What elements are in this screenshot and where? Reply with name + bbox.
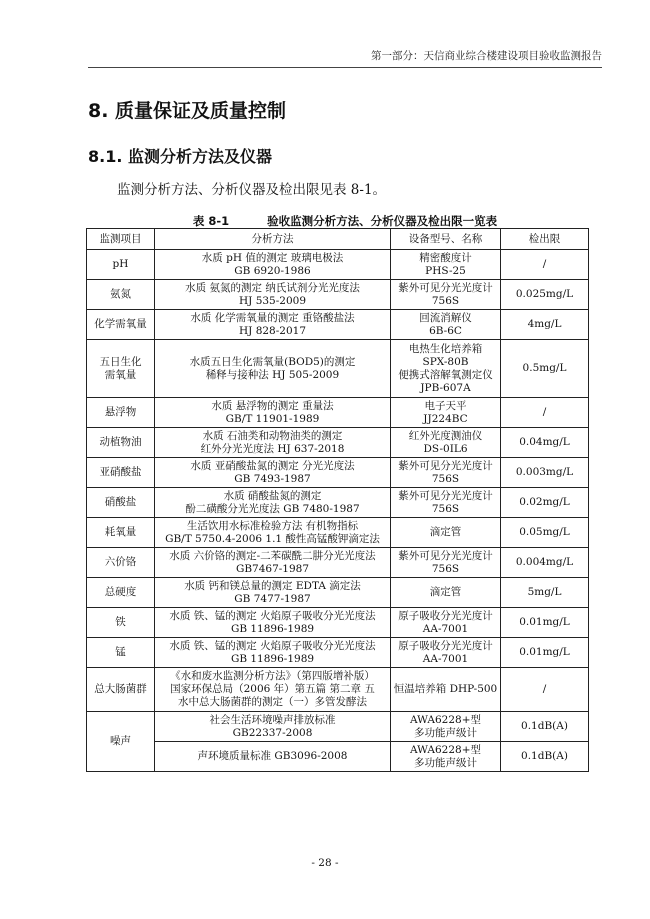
equipment-cell <box>391 280 501 310</box>
item-cell-line: pH <box>112 258 129 270</box>
item-cell <box>87 428 155 458</box>
table-row <box>87 608 589 638</box>
item-cell <box>87 668 155 712</box>
method-cell-line: GB7467-1987 <box>235 562 310 575</box>
method-cell-line: 水质 pH 值的测定 玻璃电极法 <box>201 251 344 264</box>
equipment-cell <box>391 668 501 712</box>
equipment-cell-line: 756S <box>431 294 460 307</box>
item-cell-line: 悬浮物 <box>104 406 137 418</box>
item-cell <box>87 638 155 668</box>
equipment-cell-line: AWA6228+型 <box>409 713 482 726</box>
equipment-cell-line: 多功能声级计 <box>414 726 477 739</box>
equipment-cell-line: 电热生化培养箱 <box>408 342 483 355</box>
equipment-cell-line: PHS-25 <box>425 264 466 277</box>
method-cell <box>155 608 391 638</box>
table-row <box>87 280 589 310</box>
method-cell-line: 国家环保总局（2006 年）第五篇 第二章 五 <box>170 683 375 695</box>
method-cell <box>155 548 391 578</box>
equipment-cell <box>391 578 501 608</box>
equipment-cell-line: 紫外可见分光光度计 <box>398 459 493 472</box>
limit-cell: 0.04mg/L <box>501 428 589 458</box>
method-cell-line: HJ 535-2009 <box>238 294 306 307</box>
table-caption-number: 表 8-1 <box>192 214 230 228</box>
method-cell <box>155 458 391 488</box>
method-cell-line: GB 11896-1989 <box>230 652 315 665</box>
item-cell-line: 氨氮 <box>110 288 131 300</box>
item-cell <box>87 310 155 340</box>
method-cell-line: HJ 828-2017 <box>238 324 306 337</box>
limit-cell: 0.05mg/L <box>501 518 589 548</box>
method-cell <box>155 398 391 428</box>
item-cell <box>87 578 155 608</box>
method-cell-line: 水质 钙和镁总量的测定 EDTA 滴定法 <box>184 579 361 592</box>
limit-cell: 0.01mg/L <box>501 608 589 638</box>
equipment-cell-line: 多功能声级计 <box>414 756 477 769</box>
equipment-cell <box>391 742 501 772</box>
limit-cell: 0.01mg/L <box>501 638 589 668</box>
item-cell <box>87 712 155 772</box>
equipment-cell <box>391 458 501 488</box>
equipment-cell <box>391 488 501 518</box>
limit-cell: 0.1dB(A) <box>501 742 589 772</box>
table-row <box>87 340 589 398</box>
page-number: - 28 - <box>311 857 339 869</box>
table-row <box>87 668 589 712</box>
method-cell-line: GB/T 11901-1989 <box>225 412 320 425</box>
method-cell-line: 水质 化学需氧量的测定 重铬酸盐法 <box>190 311 355 324</box>
column-header: 检出限 <box>501 229 589 250</box>
method-cell-line: GB 7493-1987 <box>234 472 311 485</box>
method-cell-line: 水质 亚硝酸盐氮的测定 分光光度法 <box>190 459 355 472</box>
method-cell <box>155 428 391 458</box>
method-cell-line: GB22337-2008 <box>232 726 313 739</box>
equipment-cell-line: 紫外可见分光光度计 <box>398 281 493 294</box>
equipment-cell-line: 紫外可见分光光度计 <box>398 549 493 562</box>
method-cell <box>155 518 391 548</box>
equipment-cell-line: AWA6228+型 <box>409 743 482 756</box>
method-cell-line: 红外分光光度法 HJ 637-2018 <box>200 442 345 455</box>
limit-cell: 0.5mg/L <box>501 340 589 398</box>
limit-cell: 0.003mg/L <box>501 458 589 488</box>
equipment-cell-line: 756S <box>431 562 460 575</box>
equipment-cell <box>391 638 501 668</box>
column-header: 监测项目 <box>87 229 155 250</box>
method-cell-line: 生活饮用水标准检验方法 有机物指标 <box>186 519 359 532</box>
limit-cell: / <box>501 668 589 712</box>
item-cell <box>87 398 155 428</box>
item-cell-line: 耗氧量 <box>104 526 137 538</box>
equipment-cell-line: 电子天平 <box>424 399 467 412</box>
equipment-cell <box>391 310 501 340</box>
equipment-cell-line: JPB-607A <box>420 381 471 394</box>
equipment-cell <box>391 712 501 742</box>
item-cell <box>87 280 155 310</box>
method-cell-line: 酚二磺酸分光光度法 GB 7480-1987 <box>185 502 360 515</box>
item-cell-line: 总大肠菌群 <box>94 683 147 695</box>
item-cell-line: 亚硝酸盐 <box>99 466 142 478</box>
equipment-cell-line: AA-7001 <box>422 652 469 665</box>
table-row <box>87 398 589 428</box>
item-cell-line: 化学需氧量 <box>94 318 147 330</box>
item-cell-line: 六价铬 <box>104 556 137 568</box>
equipment-cell-line: 6B-6C <box>429 324 462 337</box>
method-cell <box>155 712 391 742</box>
table-header-row <box>87 229 589 250</box>
equipment-cell-line: 便携式溶解氧测定仪 <box>398 368 493 381</box>
item-cell-line: 五日生化 <box>99 355 142 368</box>
table-row <box>87 488 589 518</box>
item-cell <box>87 488 155 518</box>
item-cell-line: 总硬度 <box>104 586 137 598</box>
item-cell-line: 铁 <box>115 616 126 628</box>
method-cell-line: GB 7477-1987 <box>234 592 311 605</box>
method-cell-line: GB 11896-1989 <box>230 622 315 635</box>
method-cell-line: GB 6920-1986 <box>234 264 311 277</box>
running-header: 第一部分：天信商业综合楼建设项目验收监测报告 <box>88 48 602 68</box>
equipment-cell-line: 滴定管 <box>429 586 462 598</box>
equipment-cell-line: JJ224BC <box>423 412 468 425</box>
equipment-cell-line: 精密酸度计 <box>419 251 472 264</box>
section-heading: 8. 质量保证及质量控制 <box>88 100 287 122</box>
method-cell-line: 水质 硝酸盐氮的测定 <box>223 489 322 502</box>
limit-cell: 4mg/L <box>501 310 589 340</box>
table-caption <box>88 213 602 229</box>
table-row <box>87 310 589 340</box>
method-cell-line: 水质五日生化需氧量(BOD5)的测定 <box>189 355 356 368</box>
method-cell-line: 水质 氨氮的测定 纳氏试剂分光光度法 <box>185 281 360 294</box>
table-row <box>87 548 589 578</box>
method-cell <box>155 250 391 280</box>
method-cell <box>155 668 391 712</box>
table-row <box>87 458 589 488</box>
table-row <box>87 428 589 458</box>
method-cell <box>155 578 391 608</box>
table-row <box>87 250 589 280</box>
equipment-cell <box>391 608 501 638</box>
table-row <box>87 578 589 608</box>
method-cell <box>155 280 391 310</box>
method-cell-line: 水质 六价铬的测定-二苯碳酰二肼分光光度法 <box>169 549 376 562</box>
equipment-cell <box>391 548 501 578</box>
limit-cell: / <box>501 250 589 280</box>
method-cell <box>155 310 391 340</box>
method-cell-line: 水质 铁、锰的测定 火焰原子吸收分光光度法 <box>169 639 376 652</box>
equipment-cell <box>391 250 501 280</box>
method-cell-line: 《水和废水监测分析方法》（第四版增补版） <box>170 670 375 682</box>
table-caption-title: 验收监测分析方法、分析仪器及检出限一览表 <box>267 214 498 228</box>
methods-table <box>86 228 589 772</box>
intro-paragraph: 监测分析方法、分析仪器及检出限见表 8-1。 <box>117 182 387 198</box>
method-cell-line: GB/T 5750.4-2006 1.1 酸性高锰酸钾滴定法 <box>165 532 380 545</box>
method-cell-line: 稀释与接种法 HJ 505-2009 <box>205 368 340 381</box>
column-header: 分析方法 <box>155 229 391 250</box>
equipment-cell <box>391 518 501 548</box>
equipment-cell-line: SPX-80B <box>422 355 469 368</box>
limit-cell: 0.1dB(A) <box>501 712 589 742</box>
item-cell <box>87 548 155 578</box>
item-cell-line: 锰 <box>115 646 126 658</box>
method-cell <box>155 742 391 772</box>
table-row <box>87 742 589 772</box>
equipment-cell-line: 紫外可见分光光度计 <box>398 489 493 502</box>
equipment-cell-line: 756S <box>431 502 460 515</box>
table-row <box>87 518 589 548</box>
limit-cell: 0.02mg/L <box>501 488 589 518</box>
equipment-cell <box>391 340 501 398</box>
table-row <box>87 712 589 742</box>
equipment-cell <box>391 428 501 458</box>
item-cell <box>87 340 155 398</box>
limit-cell: 0.025mg/L <box>501 280 589 310</box>
equipment-cell-line: 756S <box>431 472 460 485</box>
limit-cell: / <box>501 398 589 428</box>
equipment-cell-line: DS-0IL6 <box>423 442 468 455</box>
method-cell-line: 社会生活环境噪声排放标准 <box>209 713 336 726</box>
item-cell-line: 动植物油 <box>99 436 142 448</box>
equipment-cell-line: 原子吸收分光光度计 <box>398 609 493 622</box>
item-cell <box>87 608 155 638</box>
equipment-cell-line: 回流消解仪 <box>419 311 472 324</box>
item-cell <box>87 250 155 280</box>
method-cell <box>155 488 391 518</box>
equipment-cell <box>391 398 501 428</box>
limit-cell: 5mg/L <box>501 578 589 608</box>
item-cell-line: 需氧量 <box>104 368 137 381</box>
column-header: 设备型号、名称 <box>391 229 501 250</box>
item-cell <box>87 458 155 488</box>
equipment-cell-line: 红外光度测油仪 <box>408 429 483 442</box>
equipment-cell-line: AA-7001 <box>422 622 469 635</box>
subsection-heading: 8.1. 监测分析方法及仪器 <box>88 147 272 166</box>
item-cell-line: 噪声 <box>110 735 131 747</box>
table-row <box>87 638 589 668</box>
method-cell-line: 声环境质量标准 GB3096-2008 <box>197 750 348 762</box>
item-cell <box>87 518 155 548</box>
method-cell-line: 水质 悬浮物的测定 重量法 <box>211 399 334 412</box>
equipment-cell-line: 滴定管 <box>429 526 462 538</box>
limit-cell: 0.004mg/L <box>501 548 589 578</box>
item-cell-line: 硝酸盐 <box>104 496 137 508</box>
equipment-cell-line: 原子吸收分光光度计 <box>398 639 493 652</box>
method-cell-line: 水质 铁、锰的测定 火焰原子吸收分光光度法 <box>169 609 376 622</box>
method-cell-line: 水质 石油类和动物油类的测定 <box>202 429 343 442</box>
method-cell <box>155 638 391 668</box>
method-cell-line: 水中总大肠菌群的测定（一）多管发酵法 <box>178 696 367 708</box>
method-cell <box>155 340 391 398</box>
equipment-cell-line: 恒温培养箱 DHP-500 <box>393 683 498 695</box>
